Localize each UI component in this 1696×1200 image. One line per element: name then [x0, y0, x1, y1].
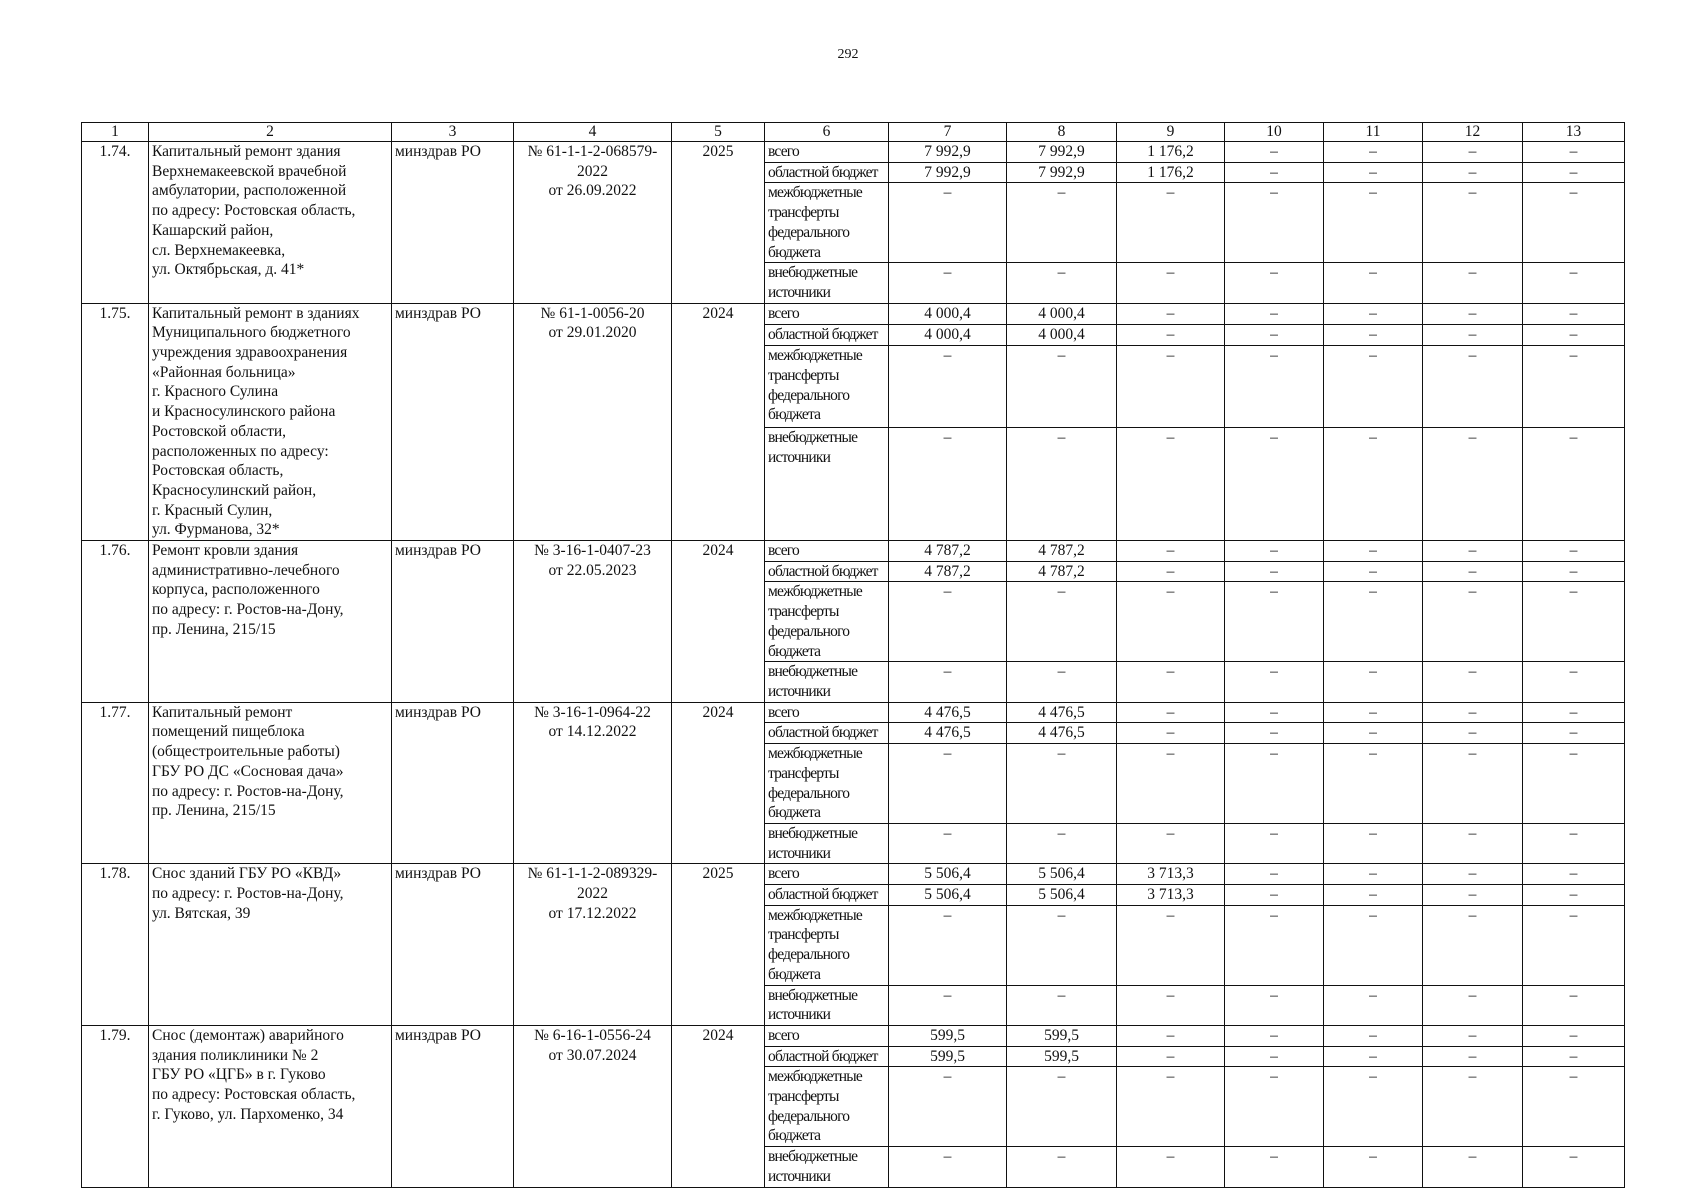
value-cell: –: [1117, 662, 1225, 702]
value-cell: –: [1324, 744, 1423, 824]
funding-source-label: внебюджетные источники: [765, 263, 889, 303]
value-cell: 5 506,4: [1007, 885, 1117, 906]
value-cell: –: [1523, 662, 1625, 702]
value-cell: –: [1423, 823, 1523, 863]
value-cell: –: [1324, 1147, 1423, 1187]
value-cell: –: [1117, 1025, 1225, 1046]
value-cell: –: [1225, 1025, 1324, 1046]
value-cell: –: [1007, 744, 1117, 824]
entry-document: № 61-1-1-2-089329- 2022 от 17.12.2022: [514, 864, 672, 1026]
value-cell: –: [1423, 561, 1523, 582]
entry-year: 2024: [672, 1025, 765, 1187]
value-cell: 4 787,2: [889, 541, 1007, 562]
value-cell: –: [1523, 561, 1625, 582]
value-cell: 4 476,5: [889, 723, 1007, 744]
value-cell: –: [1523, 263, 1625, 303]
value-cell: –: [1007, 183, 1117, 263]
value-cell: –: [889, 183, 1007, 263]
value-cell: –: [1007, 1067, 1117, 1147]
value-cell: –: [1423, 723, 1523, 744]
column-header: 4: [514, 123, 672, 142]
table-row: [82, 702, 1625, 723]
value-cell: –: [1225, 905, 1324, 985]
value-cell: 599,5: [1007, 1025, 1117, 1046]
value-cell: –: [1225, 428, 1324, 541]
column-header: 6: [765, 123, 889, 142]
value-cell: –: [1423, 324, 1523, 345]
entry-name: Капитальный ремонт в зданиях Муниципального бюджетного учреждения здравоохранения «Районная больница» г. Красного Сулина и Красносулинского района Ростовской области, расположенных по адресу: Ростовская область, Красносулинский район, г. Красный Сулин, ул. Фурманова, 32*: [149, 303, 392, 540]
value-cell: –: [1117, 823, 1225, 863]
value-cell: –: [1523, 541, 1625, 562]
entry-number: 1.77.: [82, 702, 149, 864]
column-header: 1: [82, 123, 149, 142]
column-header: 2: [149, 123, 392, 142]
funding-source-label: межбюджетные трансферты федерального бюджета: [765, 1067, 889, 1147]
value-cell: –: [1324, 162, 1423, 183]
value-cell: –: [889, 1067, 1007, 1147]
entry-number: 1.75.: [82, 303, 149, 540]
value-cell: –: [1225, 885, 1324, 906]
value-cell: –: [1523, 823, 1625, 863]
value-cell: 4 476,5: [1007, 702, 1117, 723]
value-cell: 7 992,9: [1007, 162, 1117, 183]
value-cell: –: [1117, 346, 1225, 428]
value-cell: –: [889, 1147, 1007, 1187]
value-cell: –: [1324, 702, 1423, 723]
funding-source-label: межбюджетные трансферты федерального бюджета: [765, 582, 889, 662]
value-cell: –: [1523, 905, 1625, 985]
value-cell: –: [1117, 582, 1225, 662]
value-cell: 4 000,4: [889, 303, 1007, 324]
funding-source-label: областной бюджет: [765, 561, 889, 582]
value-cell: –: [1225, 324, 1324, 345]
value-cell: –: [1523, 864, 1625, 885]
value-cell: 4 476,5: [1007, 723, 1117, 744]
value-cell: –: [1225, 541, 1324, 562]
value-cell: –: [1324, 864, 1423, 885]
value-cell: –: [1523, 1147, 1625, 1187]
entry-name: Капитальный ремонт помещений пищеблока (общестроительные работы) ГБУ РО ДС «Сосновая дача» по адресу: г. Ростов-на-Дону, пр. Ленина, 215/15: [149, 702, 392, 864]
value-cell: –: [1523, 183, 1625, 263]
entry-year: 2024: [672, 702, 765, 864]
value-cell: 4 787,2: [1007, 561, 1117, 582]
funding-source-label: межбюджетные трансферты федерального бюджета: [765, 744, 889, 824]
value-cell: –: [1423, 1046, 1523, 1067]
column-header: 8: [1007, 123, 1117, 142]
value-cell: –: [1523, 1025, 1625, 1046]
table-row: [82, 1025, 1625, 1046]
entry-organization: минздрав РО: [392, 864, 514, 1026]
value-cell: –: [1523, 723, 1625, 744]
value-cell: –: [1225, 582, 1324, 662]
value-cell: –: [1225, 1046, 1324, 1067]
value-cell: –: [1523, 985, 1625, 1025]
value-cell: –: [1324, 1025, 1423, 1046]
value-cell: –: [1225, 303, 1324, 324]
value-cell: –: [889, 263, 1007, 303]
value-cell: –: [1007, 662, 1117, 702]
value-cell: –: [1007, 823, 1117, 863]
funding-source-label: внебюджетные источники: [765, 985, 889, 1025]
value-cell: –: [1423, 428, 1523, 541]
value-cell: –: [889, 346, 1007, 428]
value-cell: –: [1117, 744, 1225, 824]
value-cell: –: [1523, 702, 1625, 723]
table-row: [82, 142, 1625, 163]
value-cell: –: [1523, 324, 1625, 345]
value-cell: –: [1423, 303, 1523, 324]
value-cell: –: [1117, 702, 1225, 723]
value-cell: –: [1225, 561, 1324, 582]
value-cell: 5 506,4: [889, 864, 1007, 885]
value-cell: –: [1523, 142, 1625, 163]
value-cell: –: [1324, 142, 1423, 163]
value-cell: –: [1007, 428, 1117, 541]
value-cell: –: [1117, 324, 1225, 345]
value-cell: –: [1225, 702, 1324, 723]
entry-number: 1.79.: [82, 1025, 149, 1187]
entry-document: № 3-16-1-0407-23 от 22.05.2023: [514, 541, 672, 703]
value-cell: –: [1423, 662, 1523, 702]
value-cell: –: [889, 662, 1007, 702]
value-cell: –: [1423, 702, 1523, 723]
entry-name: Капитальный ремонт здания Верхнемакеевской врачебной амбулатории, расположенной по адресу: Ростовская область, Кашарский район, сл. Верхнемакеевка, ул. Октябрьская, д. 41*: [149, 142, 392, 304]
value-cell: –: [1423, 1025, 1523, 1046]
funding-source-label: всего: [765, 864, 889, 885]
value-cell: –: [1423, 541, 1523, 562]
value-cell: –: [1007, 905, 1117, 985]
value-cell: 5 506,4: [1007, 864, 1117, 885]
funding-source-label: областной бюджет: [765, 162, 889, 183]
value-cell: –: [1324, 541, 1423, 562]
value-cell: –: [1117, 303, 1225, 324]
funding-source-label: областной бюджет: [765, 324, 889, 345]
value-cell: –: [1423, 985, 1523, 1025]
value-cell: –: [1117, 723, 1225, 744]
column-number-row: [82, 123, 1625, 142]
entry-document: № 61-1-1-2-068579- 2022 от 26.09.2022: [514, 142, 672, 304]
value-cell: –: [889, 823, 1007, 863]
table-row: [82, 303, 1625, 324]
funding-source-label: всего: [765, 702, 889, 723]
entry-number: 1.78.: [82, 864, 149, 1026]
column-header: 7: [889, 123, 1007, 142]
funding-source-label: областной бюджет: [765, 723, 889, 744]
value-cell: –: [1225, 823, 1324, 863]
entry-document: № 61-1-0056-20 от 29.01.2020: [514, 303, 672, 540]
entry-document: № 3-16-1-0964-22 от 14.12.2022: [514, 702, 672, 864]
value-cell: –: [1324, 303, 1423, 324]
funding-source-label: всего: [765, 1025, 889, 1046]
value-cell: –: [1225, 744, 1324, 824]
value-cell: 7 992,9: [889, 162, 1007, 183]
entry-organization: минздрав РО: [392, 142, 514, 304]
value-cell: –: [1225, 263, 1324, 303]
entry-document: № 6-16-1-0556-24 от 30.07.2024: [514, 1025, 672, 1187]
column-header: 3: [392, 123, 514, 142]
entry-name: Снос зданий ГБУ РО «КВД» по адресу: г. Ростов-на-Дону, ул. Вятская, 39: [149, 864, 392, 1026]
column-header: 12: [1423, 123, 1523, 142]
value-cell: –: [889, 428, 1007, 541]
value-cell: 4 787,2: [889, 561, 1007, 582]
column-header: 5: [672, 123, 765, 142]
entry-year: 2025: [672, 142, 765, 304]
value-cell: –: [1007, 582, 1117, 662]
value-cell: –: [1225, 1147, 1324, 1187]
value-cell: 7 992,9: [889, 142, 1007, 163]
value-cell: –: [1523, 428, 1625, 541]
value-cell: –: [1324, 662, 1423, 702]
value-cell: –: [1117, 1147, 1225, 1187]
funding-source-label: всего: [765, 541, 889, 562]
value-cell: –: [1117, 1067, 1225, 1147]
value-cell: –: [1225, 346, 1324, 428]
funding-source-label: внебюджетные источники: [765, 1147, 889, 1187]
value-cell: –: [1423, 744, 1523, 824]
value-cell: –: [1225, 162, 1324, 183]
value-cell: –: [1225, 1067, 1324, 1147]
value-cell: –: [1523, 303, 1625, 324]
value-cell: 4 476,5: [889, 702, 1007, 723]
value-cell: –: [1324, 1046, 1423, 1067]
value-cell: –: [1225, 985, 1324, 1025]
value-cell: –: [1423, 162, 1523, 183]
value-cell: –: [1423, 263, 1523, 303]
value-cell: –: [1324, 428, 1423, 541]
value-cell: –: [1117, 263, 1225, 303]
value-cell: 599,5: [1007, 1046, 1117, 1067]
column-header: 11: [1324, 123, 1423, 142]
value-cell: –: [1523, 162, 1625, 183]
value-cell: –: [1225, 723, 1324, 744]
value-cell: 3 713,3: [1117, 885, 1225, 906]
value-cell: 599,5: [889, 1046, 1007, 1067]
entry-year: 2024: [672, 541, 765, 703]
value-cell: –: [1423, 864, 1523, 885]
value-cell: –: [1423, 142, 1523, 163]
funding-source-label: всего: [765, 303, 889, 324]
value-cell: 4 000,4: [889, 324, 1007, 345]
value-cell: –: [1007, 263, 1117, 303]
column-header: 9: [1117, 123, 1225, 142]
value-cell: –: [1007, 1147, 1117, 1187]
column-header: 13: [1523, 123, 1625, 142]
value-cell: –: [1423, 885, 1523, 906]
value-cell: –: [1523, 346, 1625, 428]
budget-table: [81, 122, 1625, 1188]
value-cell: –: [1007, 985, 1117, 1025]
value-cell: –: [1423, 1067, 1523, 1147]
entry-year: 2024: [672, 303, 765, 540]
entry-name: Снос (демонтаж) аварийного здания поликлиники № 2 ГБУ РО «ЦГБ» в г. Гуково по адресу: Ростовская область, г. Гуково, ул. Пархоменко, 34: [149, 1025, 392, 1187]
value-cell: 1 176,2: [1117, 162, 1225, 183]
value-cell: –: [889, 905, 1007, 985]
funding-source-label: внебюджетные источники: [765, 428, 889, 541]
value-cell: –: [1324, 885, 1423, 906]
funding-source-label: межбюджетные трансферты федерального бюджета: [765, 905, 889, 985]
value-cell: –: [1423, 183, 1523, 263]
value-cell: –: [1523, 1046, 1625, 1067]
funding-source-label: внебюджетные источники: [765, 662, 889, 702]
value-cell: –: [1117, 428, 1225, 541]
entry-number: 1.76.: [82, 541, 149, 703]
value-cell: –: [1523, 744, 1625, 824]
entry-organization: минздрав РО: [392, 702, 514, 864]
value-cell: –: [889, 582, 1007, 662]
value-cell: –: [1423, 346, 1523, 428]
value-cell: –: [1324, 324, 1423, 345]
entry-year: 2025: [672, 864, 765, 1026]
value-cell: 7 992,9: [1007, 142, 1117, 163]
funding-source-label: областной бюджет: [765, 1046, 889, 1067]
value-cell: –: [1423, 905, 1523, 985]
value-cell: –: [1324, 905, 1423, 985]
column-header: 10: [1225, 123, 1324, 142]
value-cell: –: [1324, 985, 1423, 1025]
value-cell: 4 000,4: [1007, 324, 1117, 345]
value-cell: 3 713,3: [1117, 864, 1225, 885]
value-cell: –: [1225, 864, 1324, 885]
value-cell: –: [1423, 582, 1523, 662]
value-cell: –: [1007, 346, 1117, 428]
funding-source-label: межбюджетные трансферты федерального бюджета: [765, 346, 889, 428]
table-row: [82, 541, 1625, 562]
value-cell: –: [1117, 561, 1225, 582]
value-cell: –: [1324, 823, 1423, 863]
value-cell: 4 000,4: [1007, 303, 1117, 324]
entry-organization: минздрав РО: [392, 541, 514, 703]
value-cell: –: [1324, 582, 1423, 662]
value-cell: –: [889, 985, 1007, 1025]
value-cell: –: [1324, 346, 1423, 428]
value-cell: –: [1324, 183, 1423, 263]
page-number: 292: [837, 47, 859, 62]
value-cell: –: [1523, 885, 1625, 906]
value-cell: –: [1117, 541, 1225, 562]
value-cell: 1 176,2: [1117, 142, 1225, 163]
funding-source-label: областной бюджет: [765, 885, 889, 906]
value-cell: –: [1225, 142, 1324, 163]
value-cell: –: [1225, 183, 1324, 263]
value-cell: –: [1324, 723, 1423, 744]
value-cell: –: [1117, 183, 1225, 263]
value-cell: –: [1324, 1067, 1423, 1147]
value-cell: 599,5: [889, 1025, 1007, 1046]
value-cell: 5 506,4: [889, 885, 1007, 906]
value-cell: 4 787,2: [1007, 541, 1117, 562]
value-cell: –: [1117, 1046, 1225, 1067]
value-cell: –: [1225, 662, 1324, 702]
table-row: [82, 864, 1625, 885]
entry-number: 1.74.: [82, 142, 149, 304]
funding-source-label: межбюджетные трансферты федерального бюджета: [765, 183, 889, 263]
value-cell: –: [1523, 1067, 1625, 1147]
funding-source-label: всего: [765, 142, 889, 163]
value-cell: –: [889, 744, 1007, 824]
entry-name: Ремонт кровли здания административно-лечебного корпуса, расположенного по адресу: г. Ростов-на-Дону, пр. Ленина, 215/15: [149, 541, 392, 703]
value-cell: –: [1117, 905, 1225, 985]
value-cell: –: [1324, 561, 1423, 582]
value-cell: –: [1423, 1147, 1523, 1187]
entry-organization: минздрав РО: [392, 1025, 514, 1187]
funding-source-label: внебюджетные источники: [765, 823, 889, 863]
value-cell: –: [1117, 985, 1225, 1025]
entry-organization: минздрав РО: [392, 303, 514, 540]
value-cell: –: [1523, 582, 1625, 662]
value-cell: –: [1324, 263, 1423, 303]
